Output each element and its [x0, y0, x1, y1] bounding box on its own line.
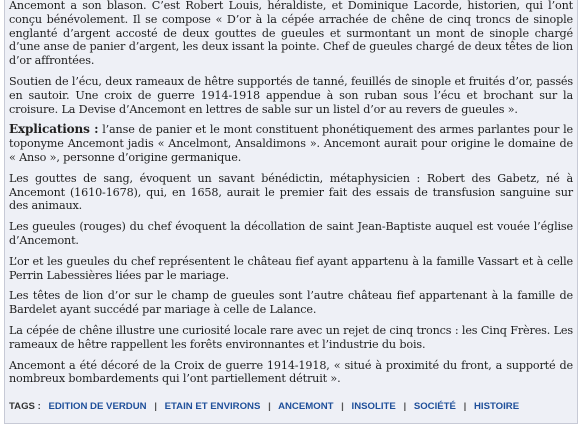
tag-separator: |	[154, 401, 157, 412]
paragraph-blason: Ancemont a son blason. C’est Robert Louis, héraldiste, et Dominique Lacorde, historien, qui l’ont conçu bénévolement. Il se compose « D’or à la cépée arrachée de chêne de cinq troncs de sinople englanté d’argent accosté de deux gouttes de gueules et surmontant un mont de sinople chargé d’une anse de panier d’argent, les deux issant la pointe. Chef de gueules chargé de deux têtes de lion d’or affrontées.	[9, 0, 573, 68]
tag-etain-et-environs[interactable]: ETAIN ET ENVIRONS	[164, 401, 261, 412]
paragraph-gouttes: Les gouttes de sang, évoquent un savant bénédictin, métaphysicien : Robert des Gabetz, né à Ancemont (1610-1678), qui, en 1658, aurait le premier fait des essais de transfusion sanguine sur des animaux.	[9, 171, 573, 213]
tag-edition-de-verdun[interactable]: EDITION DE VERDUN	[48, 401, 147, 412]
paragraph-tetes-lion: Les têtes de lion d’or sur le champ de gueules sont l’autre château fief appartenant à la famille de Bardelet ayant succédé par mariage à celle de Lalance.	[9, 289, 573, 317]
tag-societe[interactable]: SOCIÉTÉ	[413, 401, 456, 412]
tag-histoire[interactable]: HISTOIRE	[473, 401, 520, 412]
tags-bar	[9, 401, 573, 412]
article-panel	[4, 0, 578, 424]
paragraph-explications	[9, 123, 573, 164]
explanation-label: Explications :	[9, 122, 99, 137]
tag-ancemont[interactable]: ANCEMONT	[278, 401, 334, 412]
tag-insolite[interactable]: INSOLITE	[351, 401, 396, 412]
tag-separator: |	[341, 401, 344, 412]
paragraph-croix-guerre: Ancemont a été décoré de la Croix de guerre 1914-1918, « situé à proximité du front, a supporté de nombreux bombardements qui l’ont partiellement détruit ».	[9, 358, 573, 386]
paragraph-gueules: Les gueules (rouges) du chef évoquent la décollation de saint Jean-Baptiste auquel est vouée l’église d’Ancemont.	[9, 220, 573, 247]
tag-separator: |	[268, 401, 271, 412]
paragraph-soutien: Soutien de l’écu, deux rameaux de hêtre supportés de tanné, feuillés de sinople et fruités d’or, passés en sautoir. Une croix de guerre 1914-1918 appendue à son ruban sous l’écu et brochant sur la croisure. La Devise d’Ancemont en lettres de sable sur un listel d’or au revers de gueules ».	[9, 74, 573, 116]
tag-separator: |	[463, 401, 467, 412]
tag-separator: |	[403, 401, 407, 412]
explanation-text: l’anse de panier et le mont constituent phonétiquement des armes parlantes pour le toponyme Ancemont jadis « Ancelmont, Ansaldimons ». Ancemont aurait pour origine le domaine de « Anso », personne d’origine germanique.	[9, 123, 574, 164]
paragraph-or-gueules: L’or et les gueules du chef représentent le château fief ayant appartenu à la famille Vassart et à celle Perrin Labessières liées par le mariage.	[9, 254, 573, 282]
paragraph-cepee: La cépée de chêne illustre une curiosité locale rare avec un rejet de cinq troncs : les Cinq Frères. Les rameaux de hêtre rappellent les forêts environnantes et l’industrie du bois.	[9, 323, 573, 351]
article-body	[9, 0, 573, 393]
tags-label: TAGS :	[9, 401, 41, 412]
